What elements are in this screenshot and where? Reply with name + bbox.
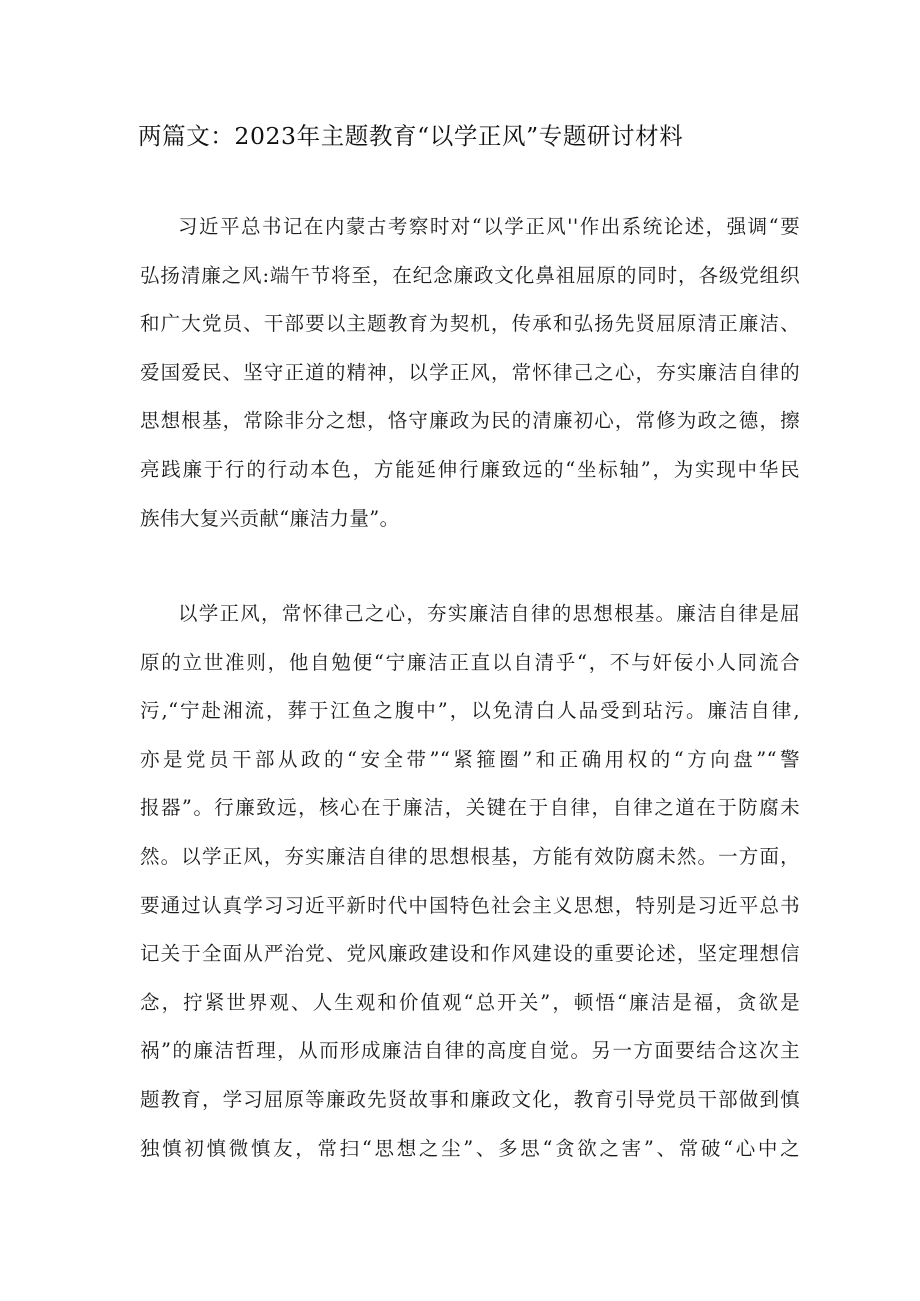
text-line: 弘扬清廉之风:端午节将至，在纪念廉政文化鼻祖屈原的同时，各级党组织 [140,263,800,287]
text-line: 祸”的廉洁哲理，从而形成廉洁自律的高度自觉。另一方面要结合这次主 [140,1039,800,1063]
text-line: 和广大党员、干部要以主题教育为契机，传承和弘扬先贤屈原清正廉洁、 [140,312,800,336]
text-line: 以学正风，常怀律己之心，夯实廉洁自律的思想根基。廉洁自律是屈 [178,602,800,625]
text-line: 然。以学正风，夯实廉洁自律的思想根基，方能有效防腐未然。一方面， [140,844,800,868]
text-line: 要通过认真学习习近平新时代中国特色社会主义思想，特别是习近平总书 [140,893,800,917]
text-line: 族伟大复兴贡献“廉洁力量”。 [140,506,400,530]
paragraph-2 [140,590,800,1173]
text-line: 题教育，学习屈原等廉政先贤故事和廉政文化，教育引导党员干部做到慎 [140,1087,800,1111]
text-line: 习近平总书记在内蒙古考察时对“以学正风''作出系统论述，强调“要 [178,215,800,238]
text-line: 爱国爱民、坚守正道的精神，以学正风，常怀律己之心，夯实廉洁自律的 [140,360,800,384]
text-line: 报器”。行廉致远，核心在于廉洁，关键在于自律，自律之道在于防腐未 [140,796,800,820]
document-title: 两篇文：2023年主题教育“以学正风”专题研讨材料 [138,122,684,150]
text-line: 独慎初慎微慎友，常扫“思想之尘”、多思“贪欲之害”、常破“心中之 [140,1136,800,1160]
paragraph-1 [140,203,800,543]
text-line: 亮践廉于行的行动本色，方能延伸行廉致远的“坐标轴”，为实现中华民 [140,457,800,481]
text-line: 记关于全面从严治党、党风廉政建设和作风建设的重要论述，坚定理想信 [140,942,800,966]
text-line: 污,“宁赴湘流，葬于江鱼之腹中”，以免清白人品受到玷污。廉洁自律, [140,699,800,723]
text-line: 念，拧紧世界观、人生观和价值观“总开关”，顿悟“廉洁是福，贪欲是 [140,990,800,1014]
text-line: 思想根基，常除非分之想，恪守廉政为民的清廉初心，常修为政之德，擦 [140,409,800,433]
text-line: 原的立世准则，他自勉便“宁廉洁正直以自清乎“，不与奸佞小人同流合 [140,650,800,674]
text-line: 亦是党员干部从政的“安全带”“紧箍圈”和正确用权的“方向盘”“警 [140,747,800,771]
